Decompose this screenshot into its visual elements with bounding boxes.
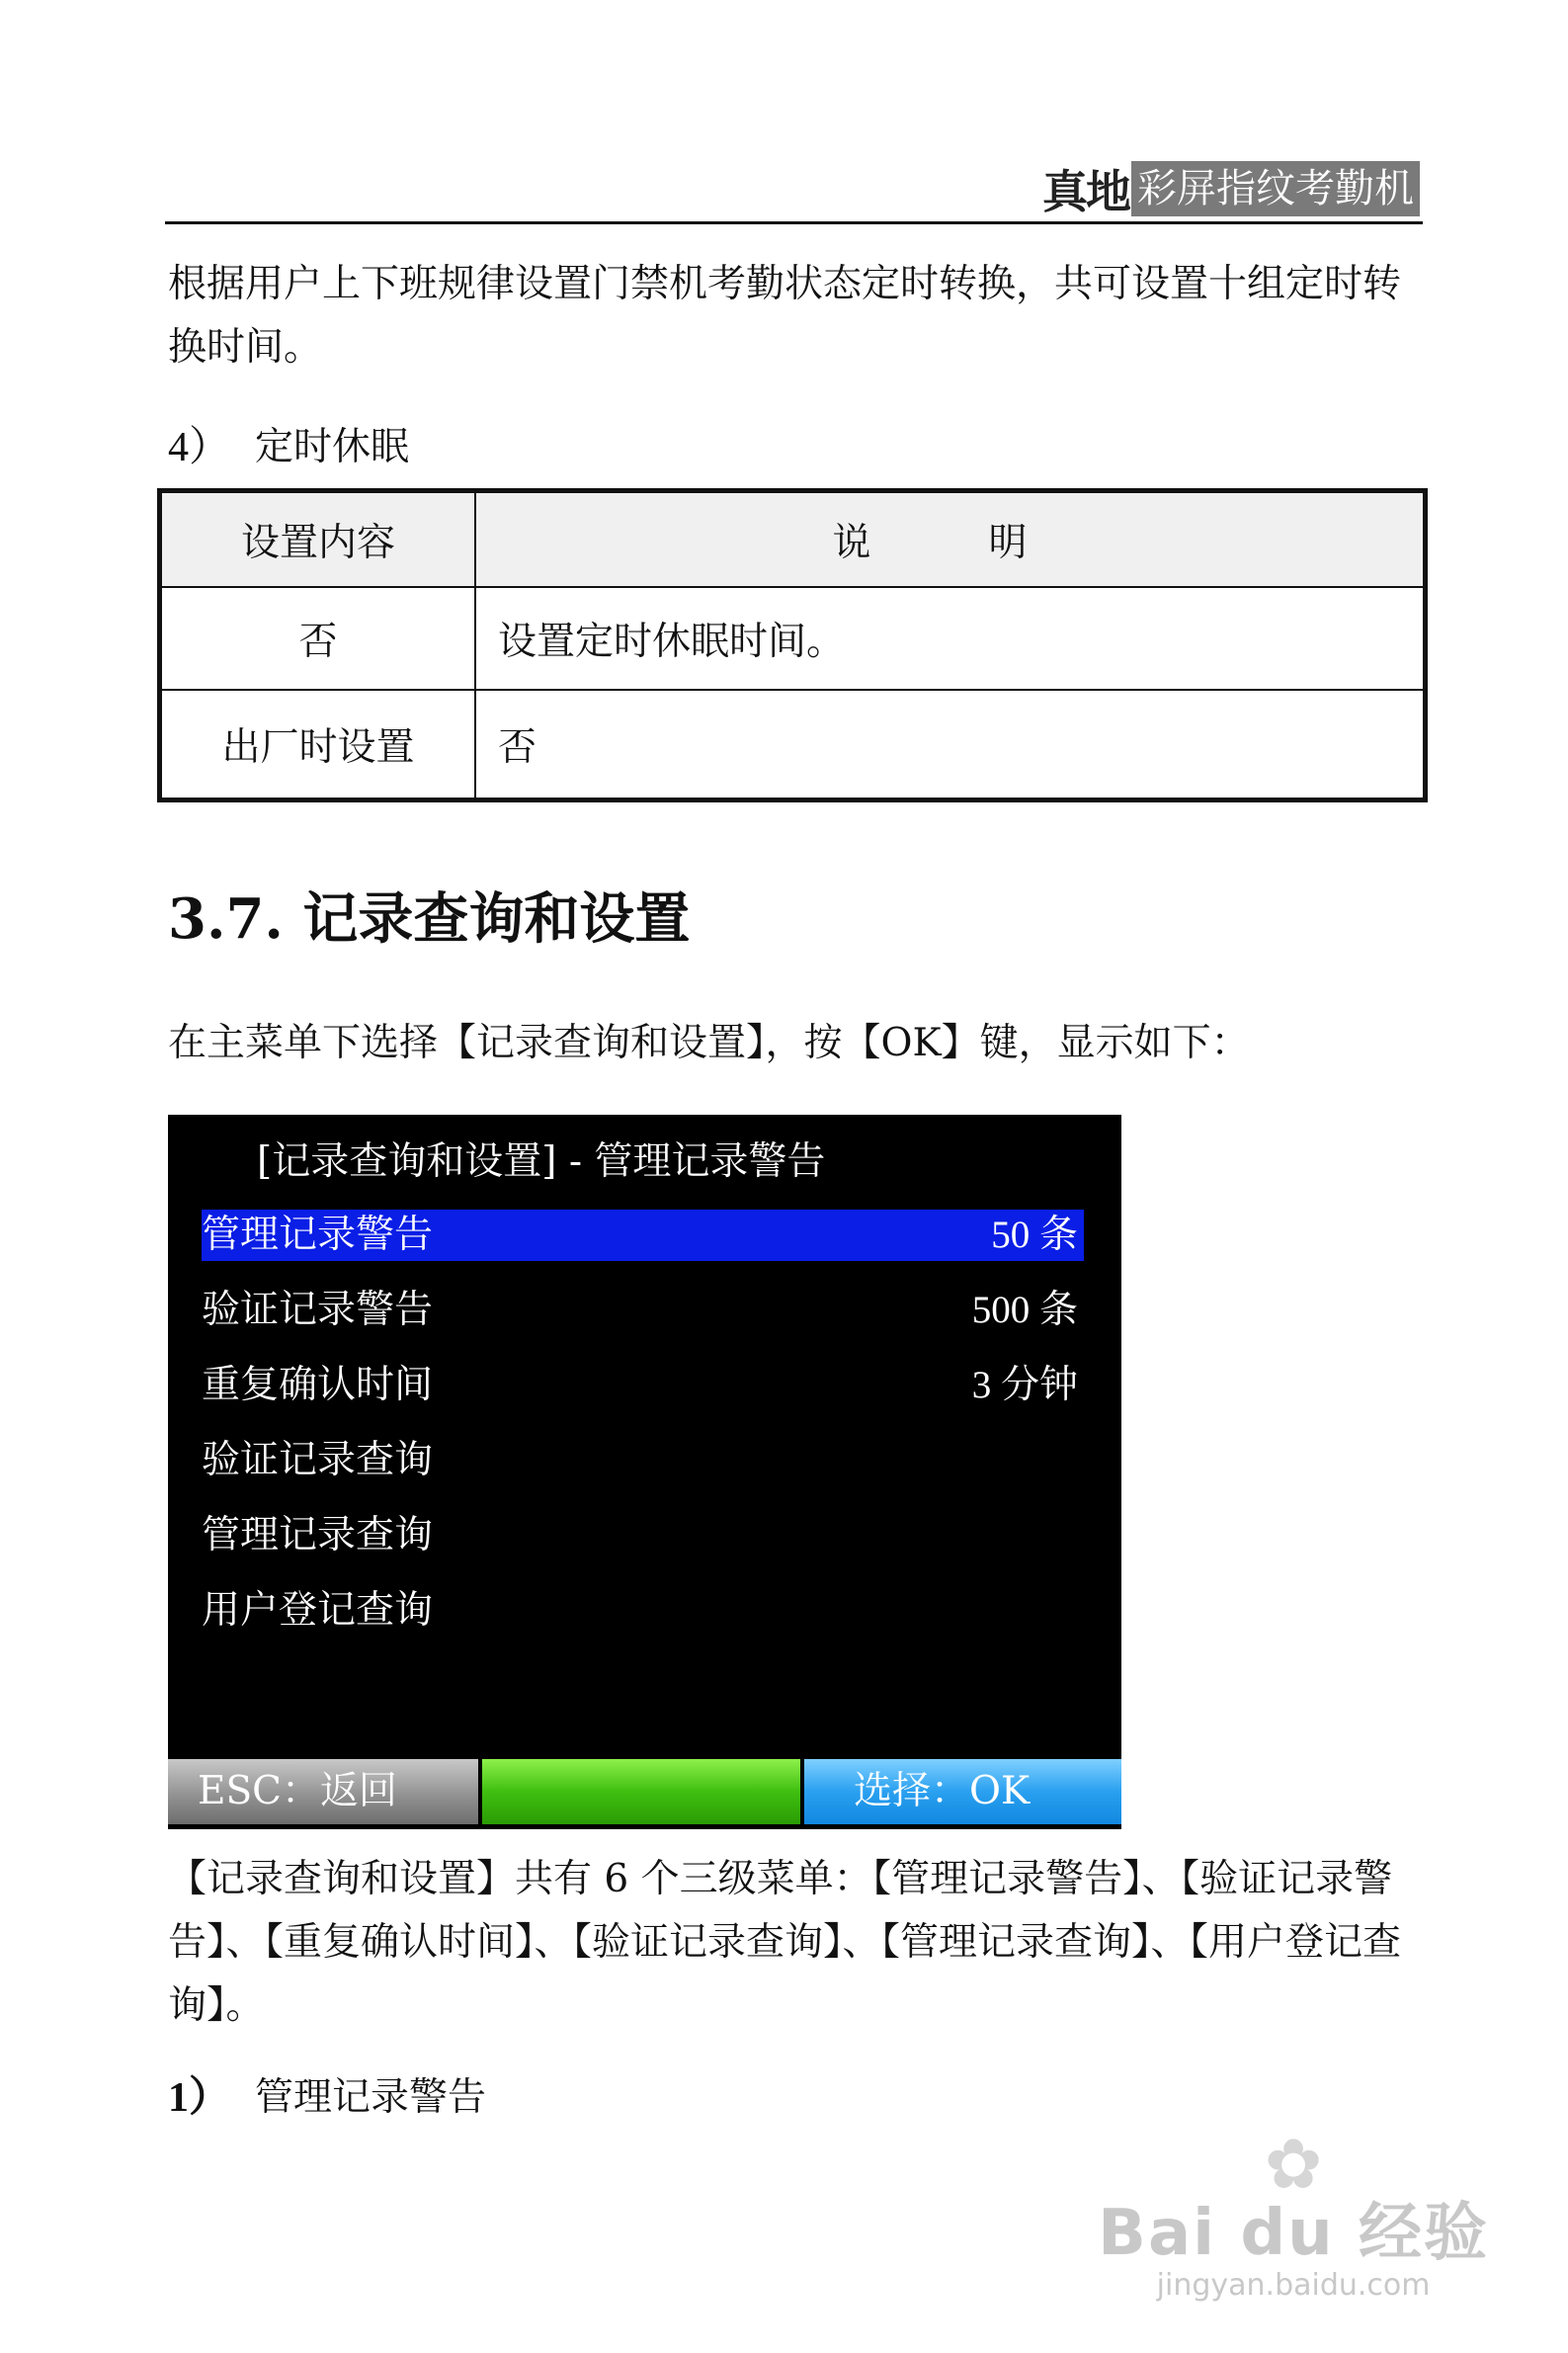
paw-icon: ✿	[1264, 2124, 1323, 2205]
summary-paragraph: 【记录查询和设置】共有 6 个三级菜单：【管理记录警告】、【验证记录警告】、【重复确认时间】、【验证记录查询】、【管理记录查询】、【用户登记查询】。	[168, 1857, 1402, 2028]
settings-table	[157, 488, 1428, 802]
menu-item-value: 50 条	[991, 1214, 1078, 1256]
menu-item-label: 管理记录警告	[202, 1213, 434, 1257]
table-row	[160, 690, 1426, 800]
baidu-watermark	[1098, 2124, 1489, 2304]
menu-item-admin-record-query[interactable]	[202, 1510, 1084, 1561]
table-cell: 出厂时设置	[160, 690, 476, 800]
table-cell: 否	[160, 587, 476, 690]
menu-item-value: 3 分钟	[971, 1364, 1078, 1406]
item-1-title: 管理记录警告	[255, 2075, 487, 2120]
menu-item-admin-record-warning[interactable]	[202, 1210, 1084, 1261]
middle-softkey[interactable]	[482, 1759, 800, 1824]
ok-select-softkey[interactable]: 选择：OK	[804, 1759, 1121, 1824]
table-cell: 设置定时休眠时间。	[475, 587, 1426, 690]
table-header-cell: 设置内容	[160, 491, 476, 588]
watermark-url: jingyan.baidu.com	[1156, 2268, 1431, 2303]
menu-item-value: 500 条	[971, 1289, 1078, 1331]
screen-title: [记录查询和设置] - 管理记录警告	[257, 1139, 826, 1184]
table-header-cell: 说 明	[475, 491, 1426, 588]
section-title: 3.7. 记录查询和设置	[168, 886, 691, 952]
device-screen	[168, 1115, 1121, 1829]
intro-paragraph: 根据用户上下班规律设置门禁机考勤状态定时转换，共可设置十组定时转换时间。	[168, 262, 1402, 370]
menu-item-label: 验证记录查询	[202, 1438, 434, 1482]
menu-item-label: 用户登记查询	[202, 1588, 434, 1633]
item-1-number: 1）	[168, 2075, 231, 2121]
brand-logo: 真地	[1042, 165, 1129, 218]
menu-item-value	[1078, 1510, 1084, 1561]
item-4-title: 定时休眠	[255, 425, 410, 469]
menu-item-verify-record-query[interactable]	[202, 1435, 1084, 1486]
item-4-heading	[168, 423, 409, 472]
menu-item-label: 重复确认时间	[202, 1363, 434, 1407]
menu-item-value	[1078, 1585, 1084, 1637]
menu-item-reconfirm-time[interactable]	[202, 1360, 1084, 1411]
watermark-brand: Bai du 经验	[1098, 2197, 1489, 2270]
menu-item-label: 管理记录查询	[202, 1513, 434, 1557]
header-title: 彩屏指纹考勤机	[1131, 161, 1420, 216]
menu-item-verify-record-warning[interactable]	[202, 1285, 1084, 1336]
item-1-heading	[168, 2073, 486, 2123]
table-cell: 否	[475, 690, 1426, 800]
menu-item-value	[1078, 1435, 1084, 1486]
header-brand	[1042, 158, 1420, 219]
table-header-row	[160, 491, 1426, 588]
table-row	[160, 587, 1426, 690]
menu-item-label: 验证记录警告	[202, 1288, 434, 1332]
header-divider	[165, 221, 1423, 224]
esc-back-softkey[interactable]: ESC：返回	[168, 1759, 478, 1824]
item-4-number: 4）	[168, 425, 231, 470]
menu-item-user-enroll-query[interactable]	[202, 1585, 1084, 1637]
instruction-paragraph: 在主菜单下选择【记录查询和设置】，按【OK】键，显示如下：	[168, 1021, 1250, 1065]
